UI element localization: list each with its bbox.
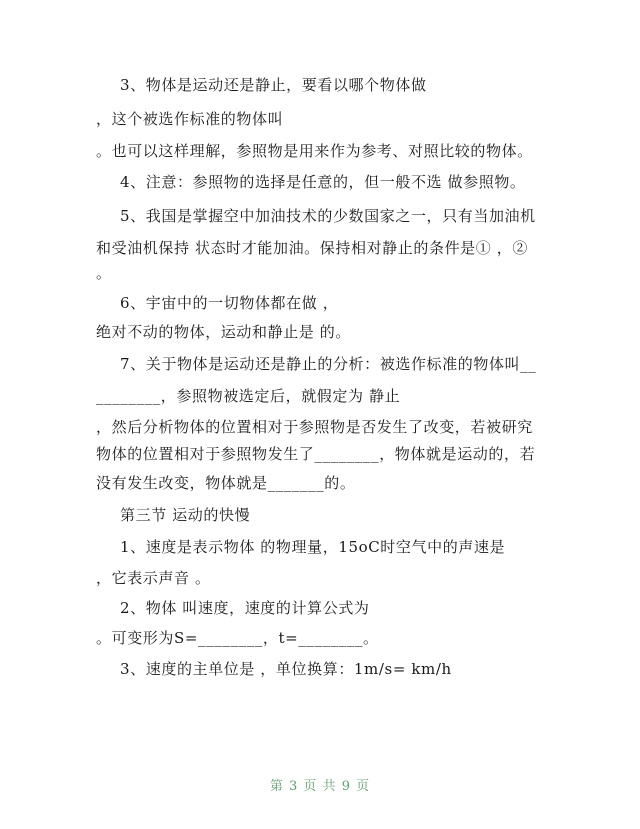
page-number-footer: 第 3 页 共 9 页 xyxy=(269,779,371,794)
text-line-13: 物体的位置相对于参照物发生了________，物体就是运动的，若 xyxy=(96,445,536,463)
text-line-7: 。 xyxy=(96,264,112,282)
text-line-3: 。也可以这样理解，参照物是用来作为参考、对照比较的物体。 xyxy=(96,142,533,160)
text-line-2: ，这个被选作标准的物体叫 xyxy=(96,110,284,128)
text-line-8: 6、宇宙中的一切物体都在做 ， xyxy=(120,294,339,312)
text-line-9: 绝对不动的物体，运动和静止是 的。 xyxy=(96,323,351,341)
text-line-14: 没有发生改变，物体就是_______的。 xyxy=(96,474,356,492)
text-line-16: 1、速度是表示物体 的物理量，15oC时空气中的声速是 xyxy=(120,538,506,556)
text-line-20: 3、速度的主单位是 ，单位换算：1m/s= km/h xyxy=(120,660,452,678)
text-line-11: ________，参照物被选定后，就假定为 静止 xyxy=(96,387,401,405)
text-line-1: 3、物体是运动还是静止，要看以哪个物体做 xyxy=(120,76,427,94)
text-line-5: 5、我国是掌握空中加油技术的少数国家之一，只有当加油机 xyxy=(120,207,536,225)
text-line-19: 。可变形为S=________，t=________。 xyxy=(96,629,379,647)
text-line-4: 4、注意：参照物的选择是任意的，但一般不选 做参照物。 xyxy=(120,173,526,191)
text-line-10: 7、关于物体是运动还是静止的分析：被选作标准的物体叫__ xyxy=(120,355,537,373)
text-line-12: ，然后分析物体的位置相对于参照物是否发生了改变，若被研究 xyxy=(96,418,533,436)
section-heading: 第三节 运动的快慢 xyxy=(120,506,251,524)
text-line-17: ，它表示声音 。 xyxy=(96,569,211,587)
text-line-6: 和受油机保持 状态时才能加油。保持相对静止的条件是① ，② xyxy=(96,239,528,257)
text-line-18: 2、物体 叫速度，速度的计算公式为 xyxy=(120,599,370,617)
